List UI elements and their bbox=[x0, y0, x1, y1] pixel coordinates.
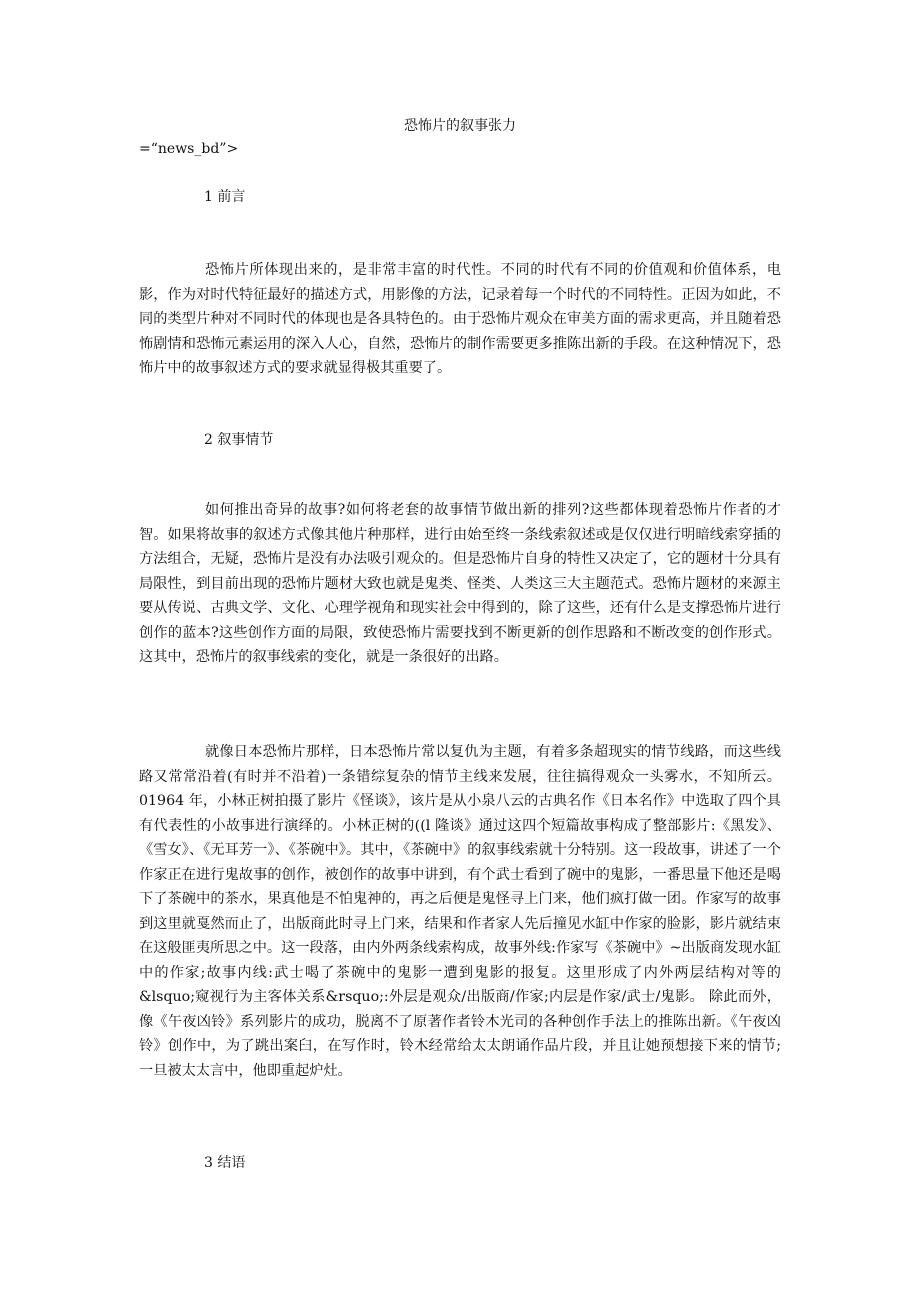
paragraph-narrative-plot-1: 如何推出奇异的故事?如何将老套的故事情节做出新的排列?这些都体现着恐怖片作者的才智。如果将故事的叙述方式像其他片种那样，进行由始至终一条线索叙述或是仅仅进行明暗线索穿插的方法组合，无疑，恐怖片是没有办法吸引观众的。但是恐怖片自身的特性又决定了，它的题材十分具有局限性，到目前出现的恐怖片题材大致也就是鬼类、怪类、人类这三大主题范式。恐怖片题材的来源主要从传说、古典文学、文化、心理学视角和现实社会中得到的，除了这些，还有什么是支撑恐怖片进行创作的蓝本?这些创作方面的局限，致使恐怖片需要找到不断更新的创作思路和不断改变的创作形式。这其中，恐怖片的叙事线索的变化，就是一条很好的出路。 bbox=[139, 502, 781, 665]
paragraph-introduction: 恐怖片所体现出来的，是非常丰富的时代性。不同的时代有不同的价值观和价值体系，电影，作为对时代特征最好的描述方式，用影像的方法，记录着每一个时代的不同特性。正因为如此，不同的类型片种对不同时代的体现也是各具特色的。由于恐怖片观众在审美方面的需求更高，并且随着恐怖剧情和恐怖元素运用的深入人心，自然，恐怖片的制作需要更多推陈出新的手段。在这种情况下，恐怖片中的故事叙述方式的要求就显得极其重要了。 bbox=[139, 262, 781, 376]
section-heading-narrative-plot: 2 叙事情节 bbox=[204, 432, 274, 448]
section-heading-introduction: 1 前言 bbox=[204, 189, 246, 205]
document-title: 恐怖片的叙事张力 bbox=[404, 118, 516, 134]
paragraph-narrative-plot-2: 就像日本恐怖片那样，日本恐怖片常以复仇为主题，有着多条超现实的情节线路，而这些线路又常常沿着(有时并不沿着)一条错综复杂的情节主线来发展，往往搞得观众一头雾水，不知所云。01964 年，小林正树拍摄了影片《怪谈》，该片是从小泉八云的古典名作《日本名作》中选取了四个具有代表性的小故事进行演绎的。小林正树的((l 隆谈》通过这四个短篇故事构成了整部影片:《黑发》、 《雪女》、《无耳芳一》、《茶碗中》。其中，《茶碗中》的叙事线索就十分特别。这一段故事，讲述了一个作家正在进行鬼故事的创作，被创作的故事中讲到，有个武士看到了碗中的鬼影，一番思量下他还是喝下了茶碗中的茶水，果真他是不怕鬼神的，再之后便是鬼怪寻上门来，他们疯打做一团。作家写的故事到这里就戛然而止了，出版商此时寻上门来，结果和作者家人先后撞见水缸中作家的脸影，影片就结束在这般匪夷所思之中。这一段落，由内外两条线索构成，故事外线:作家写《茶碗中》~出版商发现水缸中的作家;故事内线:武士喝了茶碗中的鬼影一遭到鬼影的报复。这里形成了内外两层结构对等的&lsquo;窥视行为主客体关系&rsquo;:外层是观众/出版商/作家;内层是作家/武士/鬼影。 除此而外，像《午夜凶铃》系列影片的成功，脱离不了原著作者铃木光司的各种创作手法上的推陈出新。《午夜凶铃》创作中，为了跳出案臼，在写作时，铃木经常给太太朗诵作品片段，并且让她预想接下来的情节;一旦被太太言中，他即重起炉灶。 bbox=[139, 744, 781, 1079]
section-heading-conclusion: 3 结语 bbox=[204, 1155, 246, 1171]
code-fragment-text: =“news_bd”> bbox=[139, 141, 239, 157]
